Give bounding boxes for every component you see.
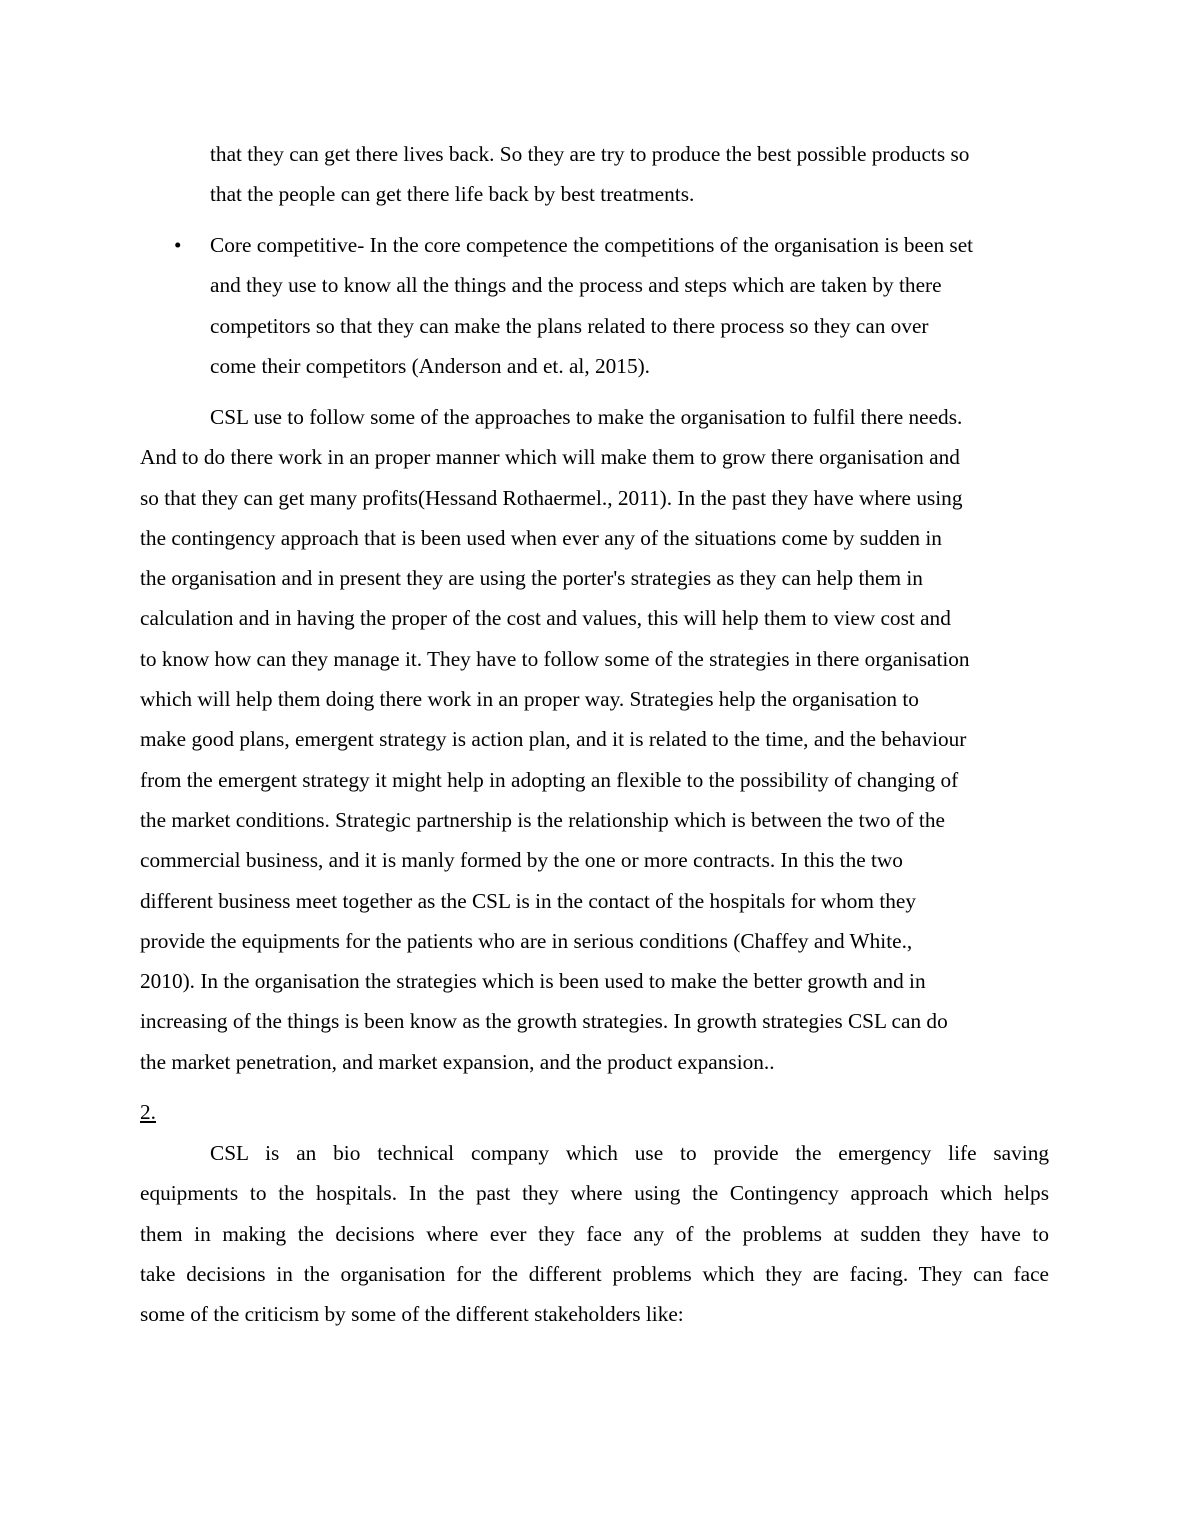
text-line: and they use to know all the things and the process and steps which are taken by there — [210, 273, 942, 298]
text-line: which will help them doing there work in an proper way. Strategies help the organisation to — [140, 687, 919, 712]
text-line: come their competitors (Anderson and et. al, 2015). — [210, 353, 651, 378]
paragraph-approaches — [140, 397, 1049, 1082]
text-line: increasing of the things is been know as the growth strategies. In growth strategies CSL can do — [140, 1009, 948, 1034]
text-line: from the emergent strategy it might help in adopting an flexible to the possibility of changing of — [140, 767, 959, 792]
text-line: so that they can get many profits(Hessand Rothaermel., 2011). In the past they have where using — [140, 485, 963, 510]
text-line: make good plans, emergent strategy is action plan, and it is related to the time, and the behaviour — [140, 727, 967, 752]
text-line: to know how can they manage it. They have to follow some of the strategies in there organisation — [140, 646, 970, 671]
text-line: the market conditions. Strategic partnership is the relationship which is between the two of the — [140, 807, 945, 832]
section-heading — [140, 1092, 1049, 1132]
text-line: them in making the decisions where ever they face any of the problems at sudden they have to — [140, 1221, 1049, 1246]
text-line: calculation and in having the proper of the cost and values, this will help them to view cost and — [140, 606, 951, 631]
text-line: provide the equipments for the patients who are in serious conditions (Chaffey and White., — [140, 928, 913, 953]
text-line: the organisation and in present they are using the porter's strategies as they can help them in — [140, 566, 923, 591]
text-line: 2010). In the organisation the strategies which is been used to make the better growth and in — [140, 969, 926, 994]
bullet-icon: • — [174, 233, 182, 257]
continued-bullet-text — [140, 134, 1049, 215]
text-line: And to do there work in an proper manner which will make them to grow there organisation and — [140, 445, 960, 470]
text-line: different business meet together as the CSL is in the contact of the hospitals for whom they — [140, 888, 916, 913]
text-line: take decisions in the organisation for the different problems which they are facing. They can face — [140, 1261, 1049, 1286]
section-number: 2. — [140, 1100, 156, 1124]
text-line: CSL is an bio technical company which use to provide the emergency life saving — [210, 1141, 1049, 1165]
text-line: competitors so that they can make the plans related to there process so they can over — [210, 313, 929, 338]
bullet-core-competitive — [140, 225, 1049, 386]
text-line: Core competitive- In the core competence the competitions of the organisation is been set — [210, 233, 974, 257]
text-line: the contingency approach that is been used when ever any of the situations come by sudden in — [140, 525, 942, 550]
text-line: some of the criticism by some of the different stakeholders like: — [140, 1302, 684, 1327]
paragraph-csl-company — [140, 1133, 1049, 1334]
text-line: that they can get there lives back. So they are try to produce the best possible products so — [210, 142, 970, 166]
text-line: equipments to the hospitals. In the past they where using the Contingency approach which helps — [140, 1181, 1049, 1206]
text-line: commercial business, and it is manly formed by the one or more contracts. In this the two — [140, 848, 903, 873]
text-line: CSL use to follow some of the approaches to make the organisation to fulfil there needs. — [210, 405, 963, 429]
text-line: that the people can get there life back by best treatments. — [210, 182, 695, 207]
text-line: the market penetration, and market expansion, and the product expansion.. — [140, 1049, 775, 1074]
